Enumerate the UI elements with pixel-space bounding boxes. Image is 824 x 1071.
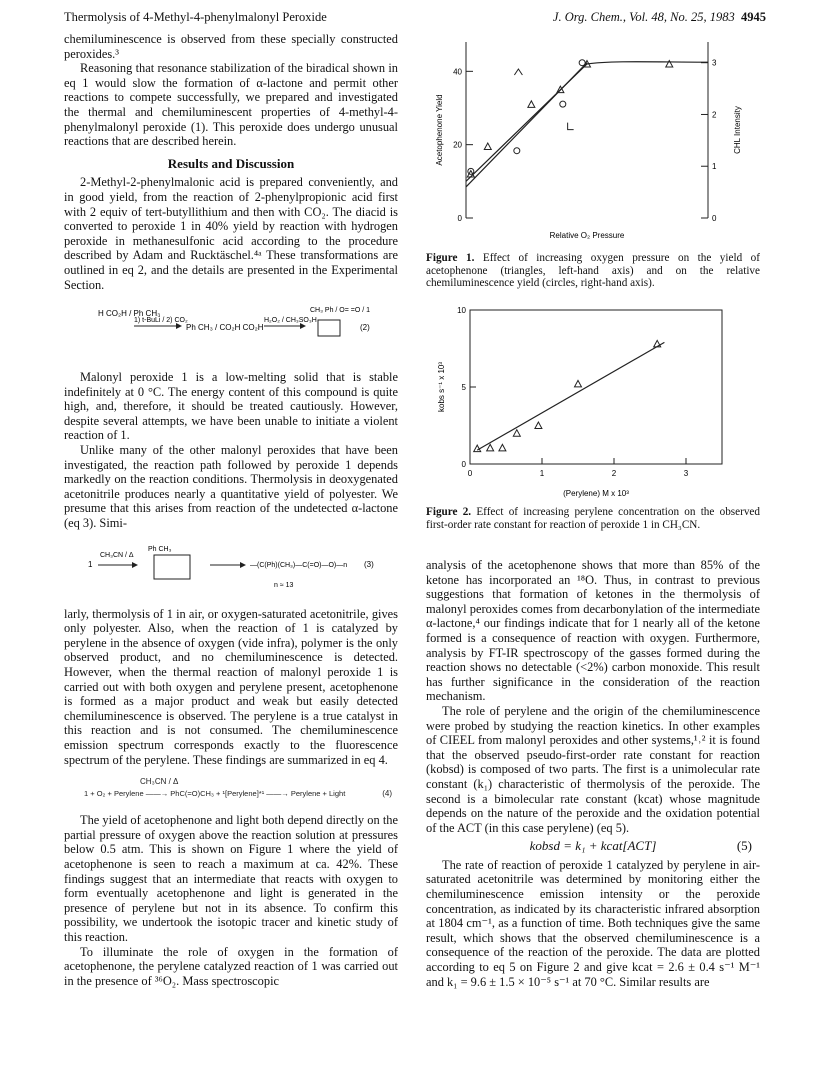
y2-tick-label: 0 xyxy=(712,214,717,223)
figure-1-caption xyxy=(426,252,760,290)
paragraph: 2-Methyl-2-phenylmalonic acid is prepared conveniently, and in good yield, from the reaction of 2-phenylpropionic acid first with 2 equiv of tert-butyllithium and then with CO₂. The diacid is converted to peroxide 1 in 40% yield by reaction with hydrogen peroxide in methanesulfonic acid according to the procedure described by Adam and Rucktäschel.⁴ᵃ These transformations are outlined in eq 2, and the details are presented in the Experimental Section. xyxy=(64,175,398,292)
equation-2-scheme xyxy=(64,300,398,362)
equation-3 xyxy=(64,539,398,599)
eq3-number: (3) xyxy=(364,559,374,569)
x-tick-label: 1 xyxy=(539,469,545,478)
data-point-triangle xyxy=(575,380,582,387)
eq2-start-material: H CO₂H / Ph CH₃ xyxy=(98,309,161,319)
equation-5-number: (5) xyxy=(736,838,752,854)
paragraph: larly, thermolysis of 1 in air, or oxygen-saturated acetonitrile, gives only polyester. Also, when the reaction of 1 is catalyzed by perylene in the absence of oxygen (vide infra), polymer is the only observed product, and no chemiluminescence is detected. However, when the thermal reaction of malonyl peroxide 1 is carried out with both oxygen and perylene present, acetophenone is formed as a major product and weak but easily detected chemiluminescence is observed. The perylene is a true catalyst in this reaction and is not consumed. The chemiluminescence emission spectrum corresponds exactly to the fluorescence spectrum of the perylene. These findings are summarized in eq 4. xyxy=(64,606,398,767)
x-tick-label: 0 xyxy=(467,469,473,478)
paragraph: Malonyl peroxide 1 is a low-melting solid that is stable indefinitely at 0 °C. The energy content of this compound is quite high, and, therefore, it should be treated cautiously. However, despite several attempts, we have been unable to initiate a violent reaction of 1. xyxy=(64,370,398,443)
equation-3-scheme xyxy=(64,539,398,599)
y-axis-label: Acetophenone Yield xyxy=(435,94,444,166)
figure-1-label: Figure 1. xyxy=(426,252,475,264)
equation-4 xyxy=(64,775,398,805)
journal-citation xyxy=(553,10,766,25)
y-tick-label: 20 xyxy=(453,140,462,150)
eq3-polyester: —(C(Ph)(CH₃)—C(=O)—O)—n xyxy=(250,561,348,569)
y2-tick-label: 2 xyxy=(712,110,717,120)
x-tick-label: 3 xyxy=(683,469,689,478)
y-tick-label: 40 xyxy=(453,67,462,77)
plot-frame xyxy=(470,310,722,464)
y-tick-label: 10 xyxy=(457,306,466,315)
figure-2-chart xyxy=(430,298,760,504)
paragraph: The rate of reaction of peroxide 1 catalyzed by perylene in air-saturated acetonitrile was determined by monitoring either the chemiluminescence emission intensity or the peroxide concentration, as indicated by its characteristic infrared absorption at 1804 cm⁻¹, as a function of time. Both techniques give the same result, which shows that the observed chemiluminescence is a consequence of the reaction of the peroxide. The data are plotted according to eq 5 on Figure 2 and give kcat = 2.6 ± 0.4 s⁻¹ M⁻¹ and k₁ = 9.6 ± 1.5 × 10⁻⁵ s⁻¹ at 70 °C. Similar results are xyxy=(426,857,760,989)
paragraph: Unlike many of the other malonyl peroxides that have been investigated, the reaction path followed by peroxide 1 depends markedly on the reaction conditions. Thermolysis in deoxygenated acetonitrile produces nearly a quantitative yield of polyester. We presume that this arises from reaction of the undetected α-lactone (eq 3). Simi- xyxy=(64,443,398,531)
eq2-reagents: 1) t-BuLi / 2) CO₂ xyxy=(134,317,188,325)
y2-tick-label: 3 xyxy=(712,58,717,68)
figure-2-label: Figure 2. xyxy=(426,506,472,518)
running-head: Thermolysis of 4-Methyl-4-phenylmalonyl Peroxide xyxy=(64,10,327,24)
page-number: 4945 xyxy=(741,10,766,24)
figure-2-caption-text: Effect of increasing perylene concentration on the observed first-order rate constant for reaction of peroxide 1 in CH₃CN. xyxy=(426,506,760,531)
data-point-triangle xyxy=(484,143,491,150)
data-point-triangle xyxy=(487,444,494,451)
eq3-lactone: Ph CH₃ xyxy=(148,545,172,553)
section-heading: Results and Discussion xyxy=(167,155,295,171)
y2-axis-label: CHL Intensity xyxy=(733,106,742,154)
y-tick-label: 0 xyxy=(461,460,466,469)
eq2-intermediate: Ph CH₃ / CO₂H CO₂H xyxy=(186,323,264,333)
y-tick-label: 5 xyxy=(461,383,466,392)
figure-2-caption xyxy=(426,506,760,531)
left-column xyxy=(64,32,398,988)
eq4-number: (4) xyxy=(382,789,392,799)
y-tick-label: 0 xyxy=(457,214,462,223)
paragraph: To illuminate the role of oxygen in the formation of acetophenone, the perylene catalyzed reaction of 1 was carried out in the presence of ³⁶O₂. Mass spectroscopic xyxy=(64,944,398,988)
equation-5 xyxy=(426,839,760,854)
fit-line xyxy=(477,342,664,450)
x-axis-label: Relative O₂ Pressure xyxy=(549,231,625,240)
y2-tick-label: 1 xyxy=(712,162,717,172)
journal-name: J. Org. Chem., Vol. 48, No. 25, 1983 xyxy=(552,10,735,24)
x-tick-label: 2 xyxy=(611,469,617,478)
paragraph: chemiluminescence is observed from these specially constructed peroxides.³ xyxy=(64,32,398,61)
data-point-circle xyxy=(514,148,520,154)
figure-1 xyxy=(430,32,760,255)
y-axis-label: kobs s⁻¹ x 10³ xyxy=(437,361,446,413)
arrow-to-left-axis xyxy=(514,69,522,75)
data-point-triangle xyxy=(499,444,506,451)
eq3-n: n ≈ 13 xyxy=(274,581,294,589)
eq4-conditions: CH₃CN / Δ xyxy=(140,777,179,787)
equation-2 xyxy=(64,300,398,362)
figure-1-caption-text: Effect of increasing oxygen pressure on the yield of acetophenone (triangles, left-hand axis) and on the relative chemiluminescence yield (circles, right-hand axis). xyxy=(426,252,760,290)
paragraph: The yield of acetophenone and light both depend directly on the partial pressure of oxygen above the reaction solution at pressures below 0.5 atm. This is shown on Figure 1 where the yield of acetophenone is seen to reach a maximum at ca. 42%. These findings suggest that an intermediate that reacts with oxygen to form eventually acetophenone and light is generated in the presence of perylene but not in its absence. To confirm this possibility, we undertook the isotopic tracer and kinetic study of this reaction. xyxy=(64,813,398,944)
eq3-conditions: CH₃CN / Δ xyxy=(100,551,134,559)
figure-2 xyxy=(430,298,760,509)
chl-line xyxy=(466,63,587,187)
figure-1-chart xyxy=(430,32,760,250)
data-point-circle xyxy=(579,60,585,66)
yield-curve xyxy=(466,62,708,182)
paragraph: The role of perylene and the origin of the chemiluminescence were probed by studying the reaction kinetics. In other examples of CIEEL from malonyl peroxides and other systems,¹˒² it is found that the observed pseudo-first-order rate constant for reaction (kobsd) is composed of two parts. The first is a unimolecular rate constant (k₁) characteristic of thermolysis of the peroxide. The second is a bimolecular rate constant (kcat) whose magnitude depends on the nature of the peroxide and the oxidation potential of the ACT (in this case perylene) (eq 5). xyxy=(426,703,760,835)
data-point-triangle xyxy=(513,430,520,437)
eq2-reagents-2: H₂O₂ / CH₃SO₃H xyxy=(264,317,317,325)
x-axis-label: (Perylene) M x 10³ xyxy=(563,489,629,498)
paragraph: analysis of the acetophenone shows that more than 85% of the ketone has incorporated an ¹⁸O. Thus, in contrast to previous suggestions that formation of ketones in the thermolysis of malonyl peroxides comes from decarbonylation of the intermediate α-lactone,⁴ our findings indicate that for 1 nearly all of the ketone formed is a consequence of reaction with oxygen. Furthermore, analysis by FT-IR spectroscopy of the gasses formed during the reaction shows no detectable (<2%) carbon monoxide. This result has further significance in the consideration of the reaction mechanism. xyxy=(426,558,760,704)
eq3-reactant: 1 xyxy=(88,559,93,569)
data-point-triangle xyxy=(528,101,535,108)
paragraph: Reasoning that resonance stabilization of the biradical shown in eq 1 would slow the formation of α-lactone and permit other reactions to compete successfully, we prepared and investigated the thermal and chemiluminescent properties of 4-methyl-4-phenylmalonyl peroxide (1). This peroxide does undergo unusual reactions that are described herein. xyxy=(64,61,398,149)
arrow-to-right-axis xyxy=(568,123,574,130)
right-column xyxy=(426,558,760,989)
equation-5-expression: kobsd = k₁ + kcat[ACT] xyxy=(529,838,657,854)
eq4-text: 1 + O₂ + Perylene ——→ PhC(=O)CH₃ + ¹[Perylene]*¹ ——→ Perylene + Light xyxy=(84,789,346,799)
eq2-number: (2) xyxy=(360,323,370,333)
data-point-triangle xyxy=(535,422,542,429)
eq2-product: CH₃ Ph / O= =O / 1 xyxy=(310,307,371,315)
data-point-circle xyxy=(560,101,566,107)
